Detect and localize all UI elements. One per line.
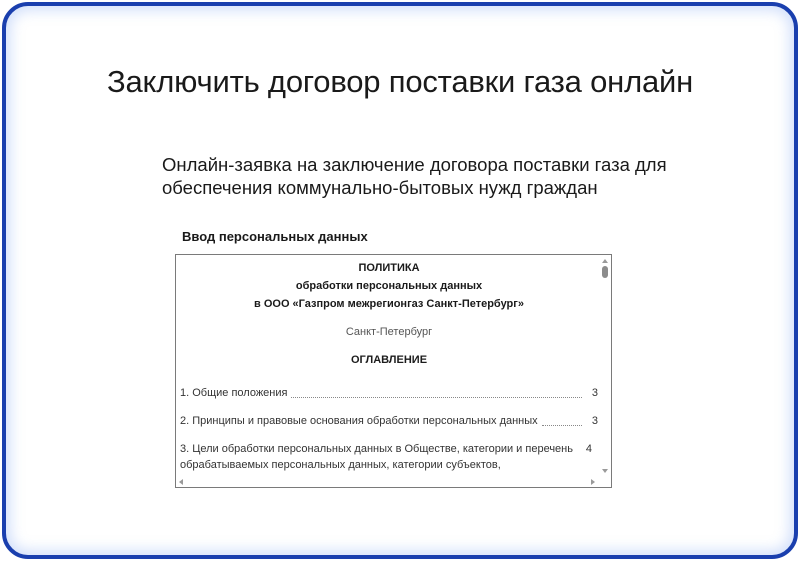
toc-title: ОГЛАВЛЕНИЕ — [350, 354, 428, 366]
toc-leader — [542, 425, 582, 426]
scrollbar-thumb[interactable] — [602, 266, 608, 278]
scroll-up-icon[interactable] — [602, 259, 608, 263]
toc-item-text: 2. Принципы и правовые основания обработки персональных данных — [180, 415, 538, 427]
policy-heading: ПОЛИТИКА — [358, 262, 420, 274]
scroll-down-icon[interactable] — [602, 469, 608, 473]
page-title: Заключить договор поставки газа онлайн — [106, 63, 694, 99]
policy-subheading: обработки персональных данных — [295, 280, 483, 292]
scroll-right-icon[interactable] — [591, 479, 595, 485]
toc-item-page: 4 — [585, 443, 592, 455]
toc-item — [180, 441, 598, 473]
policy-city: Санкт-Петербург — [345, 326, 433, 338]
toc-leader — [291, 397, 582, 398]
vertical-scrollbar[interactable] — [599, 255, 611, 477]
toc-item-text: 1. Общие положения — [180, 387, 288, 399]
scroll-left-icon[interactable] — [179, 479, 183, 485]
toc-item-page: 3 — [591, 415, 598, 427]
horizontal-scrollbar[interactable] — [176, 476, 599, 487]
form-subtitle: Онлайн-заявка на заключение договора поставки газа для обеспечения коммунально-бытовых нужд граждан — [162, 154, 667, 198]
privacy-policy-document[interactable] — [175, 254, 612, 488]
section-label-personal-data: Ввод персональных данных — [182, 229, 368, 244]
toc-item-text: 3. Цели обработки персональных данных в Обществе, категории и перечень обрабатываемых персональных данных, категории субъектов, — [180, 443, 573, 471]
policy-company: в ООО «Газпром межрегионгаз Санкт-Петербург» — [254, 298, 524, 310]
document-content — [180, 255, 598, 477]
toc-item-page: 3 — [591, 387, 598, 399]
toc-item — [180, 385, 598, 401]
toc-item — [180, 413, 598, 429]
